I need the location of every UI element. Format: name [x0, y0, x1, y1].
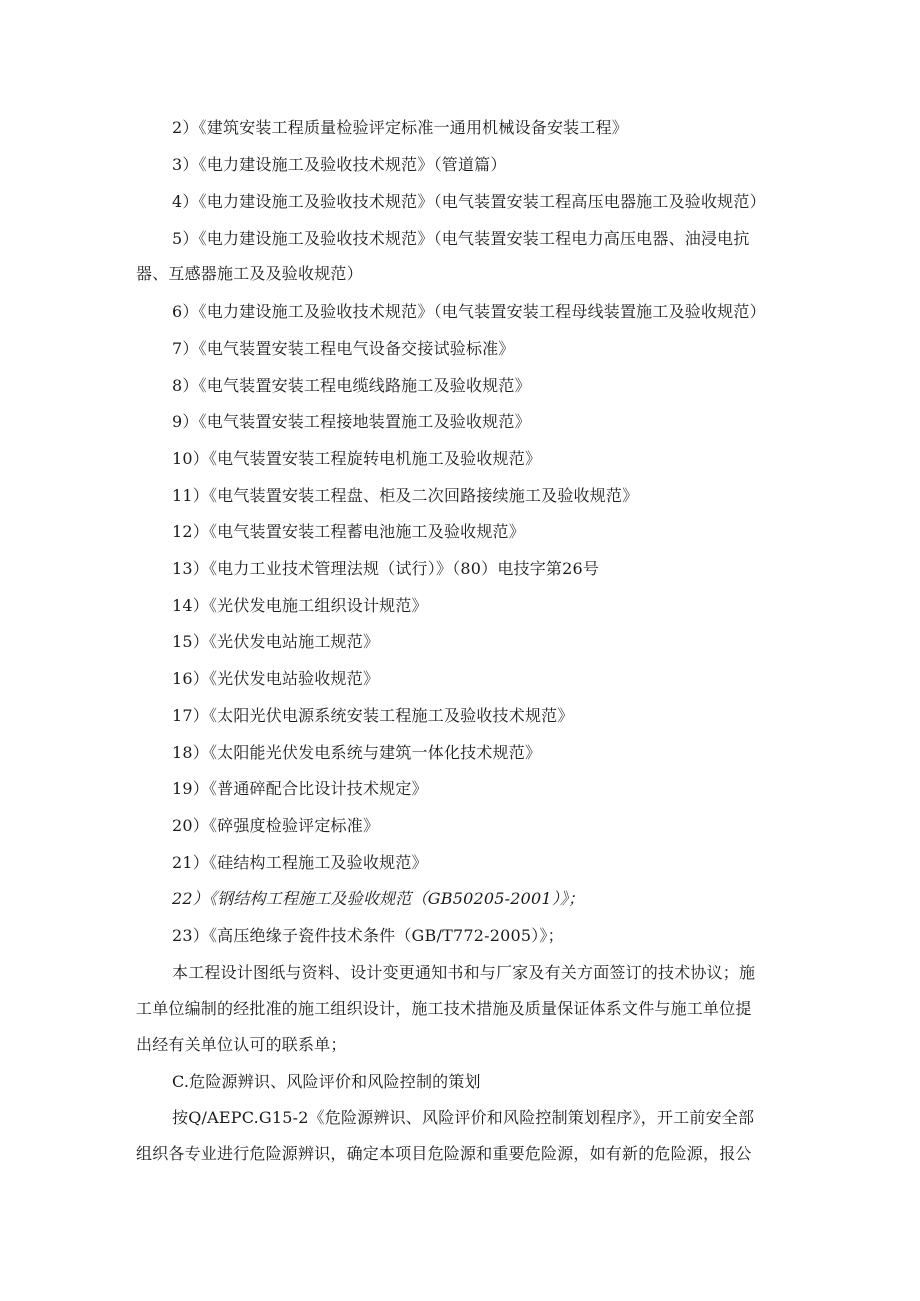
- standard-item-18: 18）《太阳能光伏发电系统与建筑一体化技术规范》: [172, 743, 542, 762]
- design-docs-paragraph-line-1: 本工程设计图纸与资料、设计变更通知书和与厂家及有关方面签订的技术协议；施: [172, 963, 756, 982]
- section-heading: C.危险源辨识、风险评价和风险控制的策划: [172, 1072, 481, 1091]
- standard-item-11: 11）《电气装置安装工程盘、柜及二次回路接续施工及验收规范》: [172, 486, 639, 505]
- standard-item-17: 17）《太阳光伏电源系统安装工程施工及验收技术规范》: [172, 706, 574, 725]
- standard-item-21: 21）《硅结构工程施工及验收规范》: [172, 853, 428, 872]
- design-docs-paragraph-line-2: 工单位编制的经批准的施工组织设计，施工技术措施及质量保证体系文件与施工单位提: [136, 999, 752, 1018]
- standard-item-6: 6）《电力建设施工及验收技术规范》（电气装置安装工程母线装置施工及验收规范）: [172, 302, 766, 321]
- standard-item-5-continued: 器、互感器施工及及验收规范）: [136, 264, 363, 283]
- standard-item-15: 15）《光伏发电站施工规范》: [172, 632, 380, 651]
- standard-item-4: 4）《电力建设施工及验收技术规范》（电气装置安装工程高压电器施工及验收规范）: [172, 192, 766, 211]
- hazard-paragraph-line-1: 按Q/AEPC.G15-2《危险源辨识、风险评价和风险控制策划程序》，开工前安全部: [172, 1108, 755, 1127]
- standard-item-14: 14）《光伏发电施工组织设计规范》: [172, 596, 428, 615]
- standard-item-3: 3）《电力建设施工及验收技术规范》（管道篇）: [172, 155, 507, 174]
- standard-item-5: 5）《电力建设施工及验收技术规范》（电气装置安装工程电力高压电器、油浸电抗: [172, 229, 750, 248]
- standard-item-9: 9）《电气装置安装工程接地装置施工及验收规范》: [172, 412, 531, 431]
- design-docs-paragraph-line-3: 出经有关单位认可的联系单；: [136, 1035, 347, 1054]
- standard-item-7: 7）《电气装置安装工程电气设备交接试验标准》: [172, 339, 515, 358]
- hazard-paragraph-line-2: 组织各专业进行危险源辨识，确定本项目危险源和重要危险源，如有新的危险源，报公: [136, 1144, 752, 1163]
- standard-item-20: 20）《碎强度检验评定标准》: [172, 816, 380, 835]
- standard-item-16: 16）《光伏发电站验收规范》: [172, 669, 380, 688]
- standard-item-23: 23）《高压绝缘子瓷件技术条件（GB/T772-2005）》；: [172, 926, 564, 945]
- standard-item-12: 12）《电气装置安装工程蓄电池施工及验收规范》: [172, 522, 525, 541]
- standard-item-8: 8）《电气装置安装工程电缆线路施工及验收规范》: [172, 376, 531, 395]
- standard-item-2: 2）《建筑安装工程质量检验评定标准一通用机械设备安装工程》: [172, 118, 628, 137]
- standard-item-13: 13）《电力工业技术管理法规（试行）》（80）电技字第26号: [172, 559, 600, 578]
- standard-item-19: 19）《普通碎配合比设计技术规定》: [172, 779, 428, 798]
- standard-item-10: 10）《电气装置安装工程旋转电机施工及验收规范》: [172, 449, 542, 468]
- standard-item-22: 22）《钢结构工程施工及验收规范（GB50205-2001）》；: [172, 889, 585, 908]
